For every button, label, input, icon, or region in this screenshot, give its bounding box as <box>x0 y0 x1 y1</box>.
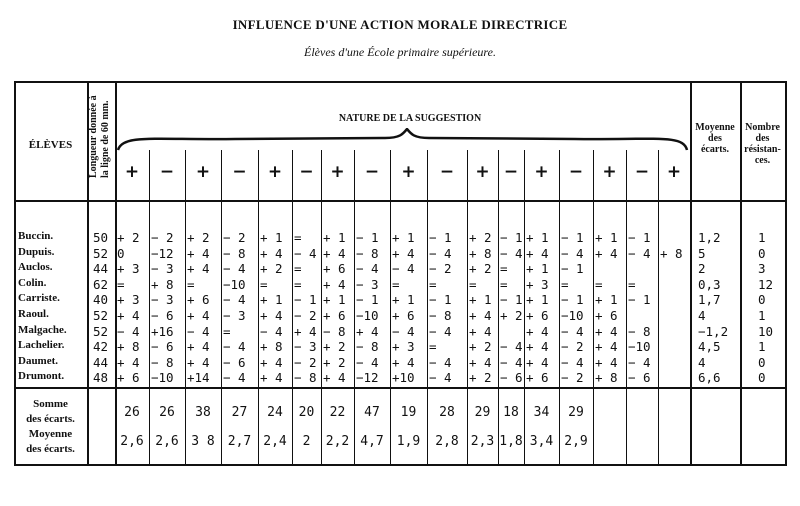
score-cell: − 1 <box>561 230 584 245</box>
student-resistances: 1 <box>758 339 766 355</box>
footer-somme-value: 19 <box>400 405 417 420</box>
page-subtitle: Élèves d'une École primaire supérieure. <box>304 45 496 59</box>
footer-moyenne-value: 2,4 <box>263 434 287 449</box>
col-divider <box>626 150 627 464</box>
student-resistances: 1 <box>758 308 766 323</box>
score-cell: = <box>429 276 437 292</box>
score-cell: − 1 <box>500 292 523 308</box>
table-border-top <box>14 81 785 83</box>
score-cell: + 6 <box>526 370 549 386</box>
score-cell: = <box>392 276 400 292</box>
score-cell: − 1 <box>628 230 651 245</box>
student-moyenne: 0,3 <box>698 276 721 292</box>
column-header-longueur: la ligne de 60 mm. <box>100 100 111 178</box>
score-cell: − 4 <box>356 354 379 370</box>
score-cell: − 8 <box>356 339 379 355</box>
footer-moyenne-value: 2,2 <box>325 434 350 449</box>
score-cell: − 1 <box>429 230 452 245</box>
student-name: Buccin. <box>18 230 54 242</box>
footer-somme-value: 24 <box>267 405 283 420</box>
score-cell: + 3 <box>117 261 140 277</box>
footer-somme-value: 28 <box>439 405 455 420</box>
score-cell: − 4 <box>429 245 452 261</box>
student-name: Daumet. <box>18 354 59 367</box>
score-cell: − 4 <box>392 323 415 339</box>
score-cell: + 4 <box>595 323 618 339</box>
score-cell: − 4 <box>628 245 651 261</box>
student-length: 52 <box>93 308 109 323</box>
score-cell: − 8 <box>429 308 452 323</box>
score-cell: + 4 <box>323 276 346 292</box>
score-cell: = <box>187 276 195 292</box>
score-cell: +10 <box>392 370 415 386</box>
score-cell: − 4 <box>628 354 651 370</box>
footer-moyenne-value: 1,8 <box>499 434 523 449</box>
score-cell: − 6 <box>628 370 651 386</box>
score-cell: + 4 <box>392 354 415 370</box>
footer-moyenne-value: 3,4 <box>529 434 554 449</box>
footer-label-somme: Somme des écarts. <box>26 398 75 425</box>
student-length: 52 <box>93 323 109 339</box>
footer-moyenne-value: 1,9 <box>396 434 421 449</box>
score-cell: + 1 <box>323 292 346 308</box>
footer-somme-value: 26 <box>159 405 175 420</box>
score-cell: = <box>223 323 231 339</box>
score-cell: + 8 <box>260 339 283 355</box>
student-name: Dupuis. <box>18 245 55 258</box>
score-cell: + 1 <box>260 292 283 308</box>
score-cell: + 1 <box>595 292 618 308</box>
score-cell: + 1 <box>595 230 618 245</box>
student-moyenne: −1,2 <box>698 323 729 339</box>
score-cell: + 4 <box>469 354 492 370</box>
header-rule <box>14 200 785 202</box>
footer-somme-value: 38 <box>195 405 211 420</box>
brace-decoration <box>115 128 690 152</box>
suggestion-sign: + <box>124 162 140 182</box>
footer-moyenne-value: 2,7 <box>227 434 252 449</box>
column-header-moyenne: écarts. <box>700 144 730 155</box>
suggestion-sign: − <box>503 162 519 182</box>
suggestion-sign: + <box>330 162 345 182</box>
score-cell: + 4 <box>356 323 379 339</box>
student-name: Auclos. <box>18 261 53 274</box>
score-cell: + 8 <box>151 276 174 292</box>
score-cell: − 3 <box>294 339 317 355</box>
footer-moyenne-value: 4,7 <box>360 434 384 449</box>
score-cell: − 4 <box>356 261 379 277</box>
score-cell: − 1 <box>356 292 379 308</box>
score-cell: + 8 <box>595 370 618 386</box>
brace-path <box>118 129 687 150</box>
score-cell: + 2 <box>469 370 492 386</box>
student-resistances: 0 <box>758 354 766 370</box>
score-cell: − 2 <box>223 230 246 245</box>
score-cell: − 4 <box>561 245 584 261</box>
footer-somme-value: 29 <box>474 405 491 420</box>
score-cell: + 4 <box>260 245 283 261</box>
score-cell: + 6 <box>392 308 415 323</box>
score-cell: + 6 <box>187 292 210 308</box>
footer-somme-value: 27 <box>231 405 248 420</box>
score-cell: − 4 <box>392 261 415 277</box>
score-cell: + 2 <box>323 354 346 370</box>
score-cell: = <box>500 276 508 292</box>
student-moyenne: 4 <box>698 354 706 370</box>
score-cell: − 8 <box>323 323 346 339</box>
score-cell: − 2 <box>294 308 317 323</box>
score-cell: − 1 <box>500 230 523 245</box>
score-cell: − 6 <box>500 370 523 386</box>
score-cell: +14 <box>187 370 210 386</box>
suggestion-sign: + <box>666 162 682 182</box>
score-cell: − 4 <box>429 370 452 386</box>
column-header-longueur: Longueur donnée à <box>88 95 99 178</box>
score-cell: + 4 <box>323 245 346 261</box>
suggestion-sign: + <box>195 162 211 182</box>
score-cell: + 3 <box>526 276 549 292</box>
score-cell: − 4 <box>500 245 523 261</box>
score-cell: + 1 <box>526 292 549 308</box>
score-cell: − 4 <box>294 245 317 261</box>
score-cell: − 1 <box>356 230 379 245</box>
score-cell: − 3 <box>356 276 379 292</box>
student-name: Malgache. <box>18 323 67 336</box>
student-moyenne: 6,6 <box>698 370 721 386</box>
score-cell: + 4 <box>260 354 283 370</box>
score-cell: + 2 <box>117 230 140 245</box>
score-cell: = <box>500 261 508 277</box>
score-cell: − 4 <box>429 323 452 339</box>
student-name: Lachelier. <box>18 339 65 352</box>
score-cell: + 2 <box>187 230 210 245</box>
score-cell: − 6 <box>223 354 246 370</box>
column-header-eleves: ÉLÈVES <box>28 139 73 151</box>
score-cell: − 4 <box>187 323 210 339</box>
student-moyenne: 2 <box>698 261 706 277</box>
score-cell: = <box>469 276 477 292</box>
score-cell: + 4 <box>117 354 140 370</box>
score-cell: + 1 <box>323 230 346 245</box>
score-cell: = <box>429 339 437 355</box>
score-cell: + 4 <box>294 323 317 339</box>
score-cell: + 6 <box>526 308 549 323</box>
score-cell: − 4 <box>260 323 283 339</box>
score-cell: + 4 <box>187 339 210 355</box>
footer-rule <box>14 387 785 389</box>
suggestion-sign: − <box>232 162 247 182</box>
column-header-resistances: ces. <box>754 155 771 166</box>
footer-moyenne-value: 2,8 <box>435 434 459 449</box>
score-cell: − 1 <box>561 261 584 277</box>
student-length: 62 <box>93 276 109 292</box>
score-cell: + 6 <box>323 261 346 277</box>
score-cell: −10 <box>628 339 651 355</box>
score-cell: + 4 <box>187 308 210 323</box>
score-cell: + 1 <box>392 230 415 245</box>
student-length: 42 <box>93 339 109 355</box>
student-length: 52 <box>93 245 109 261</box>
student-name: Raoul. <box>18 308 49 320</box>
footer-moyenne-value: 2,9 <box>564 434 588 449</box>
score-cell: + 4 <box>260 308 283 323</box>
score-cell: + 8 <box>117 339 140 355</box>
suggestion-sign: − <box>364 162 380 182</box>
score-cell: − 4 <box>223 339 246 355</box>
score-cell: + 4 <box>526 323 549 339</box>
page-title: INFLUENCE D'UNE ACTION MORALE DIRECTRICE <box>232 17 568 32</box>
score-cell: + 6 <box>117 370 140 386</box>
footer-somme-value: 34 <box>533 405 550 420</box>
student-resistances: 0 <box>758 292 766 308</box>
score-cell: 0 <box>117 245 125 261</box>
student-length: 44 <box>93 354 109 370</box>
score-cell: + 4 <box>526 354 549 370</box>
column-header-moyenne: Moyenne <box>695 122 735 133</box>
score-cell: − 6 <box>151 339 174 355</box>
score-cell: −10 <box>151 370 174 386</box>
score-cell: + 4 <box>187 261 210 277</box>
score-cell: − 4 <box>561 323 584 339</box>
student-length: 44 <box>93 261 109 277</box>
student-length: 40 <box>93 292 109 308</box>
score-cell: + 4 <box>469 323 492 339</box>
score-cell: − 1 <box>429 292 452 308</box>
score-cell: − 4 <box>500 354 523 370</box>
suggestion-sign: + <box>534 162 549 182</box>
suggestion-sign: − <box>159 162 175 182</box>
suggestion-sign: + <box>401 162 416 182</box>
score-cell: + 2 <box>469 230 492 245</box>
score-cell: + 8 <box>469 245 492 261</box>
suggestion-sign: − <box>634 162 650 182</box>
score-cell: − 2 <box>151 230 174 245</box>
score-cell: − 1 <box>294 292 317 308</box>
table-border-bottom <box>14 464 785 466</box>
score-cell: = <box>294 276 302 292</box>
footer-somme-value: 18 <box>503 405 519 420</box>
footer-moyenne-value: 2,3 <box>470 434 495 449</box>
score-cell: −12 <box>151 245 174 261</box>
suggestion-sign: − <box>439 162 455 182</box>
student-name: Carriste. <box>18 292 60 305</box>
score-cell: +16 <box>151 323 174 339</box>
footer-moyenne-value: 2 <box>302 434 311 449</box>
table-border-right <box>785 81 787 466</box>
score-cell: − 8 <box>294 370 317 386</box>
score-cell: + 4 <box>187 354 210 370</box>
suggestion-sign: + <box>267 162 283 182</box>
student-resistances: 0 <box>758 370 766 386</box>
score-cell: + 8 <box>660 245 683 261</box>
student-moyenne: 1,7 <box>698 292 721 308</box>
score-cell: + 2 <box>500 308 523 323</box>
score-cell: − 2 <box>561 370 584 386</box>
column-header-resistances: résistan- <box>744 144 781 155</box>
score-cell: + 1 <box>260 230 283 245</box>
score-cell: + 2 <box>469 261 492 277</box>
score-cell: + 3 <box>392 339 415 355</box>
suggestion-sign: + <box>602 162 617 182</box>
score-cell: + 4 <box>595 354 618 370</box>
score-cell: + 3 <box>117 292 140 308</box>
score-cell: − 4 <box>223 261 246 277</box>
footer-moyenne-value: 2,6 <box>120 434 144 449</box>
col-divider <box>427 150 428 464</box>
student-name: Drumont. <box>18 370 65 383</box>
score-cell: − 8 <box>223 245 246 261</box>
score-cell: − 3 <box>223 308 246 323</box>
score-cell: − 1 <box>561 292 584 308</box>
score-cell: − 4 <box>117 323 140 339</box>
column-header-resistances: Nombre <box>745 122 780 133</box>
score-cell: − 8 <box>356 245 379 261</box>
score-cell: + 1 <box>392 292 415 308</box>
score-cell: + 2 <box>323 339 346 355</box>
score-cell: + 2 <box>469 339 492 355</box>
score-cell: + 4 <box>469 308 492 323</box>
score-cell: + 1 <box>526 230 549 245</box>
score-cell: − 4 <box>223 370 246 386</box>
student-resistances: 12 <box>758 276 774 292</box>
score-cell: − 4 <box>500 339 523 355</box>
col-divider <box>658 150 659 464</box>
student-resistances: 10 <box>758 323 774 339</box>
suggestion-sign: + <box>475 162 490 182</box>
score-cell: + 4 <box>526 245 549 261</box>
column-header-resistances: des <box>755 133 770 144</box>
score-cell: − 4 <box>561 354 584 370</box>
student-moyenne: 4 <box>698 308 706 323</box>
score-cell: + 1 <box>526 261 549 277</box>
score-cell: − 4 <box>223 292 246 308</box>
score-cell: + 4 <box>260 370 283 386</box>
footer-somme-value: 22 <box>329 405 346 420</box>
score-cell: + 6 <box>323 308 346 323</box>
suggestion-sign: − <box>568 162 584 182</box>
student-moyenne: 4,5 <box>698 339 721 355</box>
score-cell: = <box>260 276 268 292</box>
footer-moyenne-value: 2,6 <box>155 434 179 449</box>
score-cell: = <box>595 276 603 292</box>
score-cell: + 4 <box>595 339 618 355</box>
student-moyenne: 5 <box>698 245 706 261</box>
score-cell: = <box>561 276 569 292</box>
score-cell: + 1 <box>469 292 492 308</box>
score-cell: − 1 <box>628 292 651 308</box>
student-resistances: 0 <box>758 245 766 261</box>
student-resistances: 1 <box>758 230 766 245</box>
score-cell: = <box>294 261 302 277</box>
footer-somme-value: 47 <box>364 405 380 420</box>
score-cell: = <box>117 276 125 292</box>
score-cell: = <box>628 276 636 292</box>
score-cell: − 2 <box>429 261 452 277</box>
score-cell: + 6 <box>595 308 618 323</box>
column-header-moyenne: des <box>708 133 722 144</box>
score-cell: − 8 <box>628 323 651 339</box>
student-length: 50 <box>93 230 109 245</box>
footer-moyenne-value: 3 8 <box>191 434 215 449</box>
score-cell: + 4 <box>392 245 415 261</box>
score-cell: + 4 <box>117 308 140 323</box>
student-moyenne: 1,2 <box>698 230 721 245</box>
student-resistances: 3 <box>758 261 766 277</box>
score-cell: − 3 <box>151 261 174 277</box>
score-cell: + 4 <box>526 339 549 355</box>
score-cell: + 4 <box>323 370 346 386</box>
score-cell: −10 <box>561 308 584 323</box>
footer-somme-value: 20 <box>298 405 315 420</box>
footer-somme-value: 26 <box>124 405 140 420</box>
score-cell: − 2 <box>294 354 317 370</box>
score-cell: + 4 <box>187 245 210 261</box>
score-cell: − 6 <box>151 308 174 323</box>
score-cell: − 4 <box>429 354 452 370</box>
student-name: Colin. <box>18 276 47 289</box>
score-cell: −10 <box>356 308 379 323</box>
footer-somme-value: 29 <box>568 405 584 420</box>
footer-label-moyenne: Moyenne des écarts. <box>26 428 75 455</box>
score-cell: −10 <box>223 276 246 292</box>
student-length: 48 <box>93 370 109 386</box>
suggestion-sign: − <box>299 162 314 182</box>
column-header-nature: NATURE DE LA SUGGESTION <box>338 113 482 124</box>
score-cell: = <box>294 230 302 245</box>
score-cell: − 8 <box>151 354 174 370</box>
score-cell: −12 <box>356 370 379 386</box>
score-cell: − 2 <box>561 339 584 355</box>
score-cell: + 4 <box>595 245 618 261</box>
score-cell: − 3 <box>151 292 174 308</box>
score-cell: + 2 <box>260 261 283 277</box>
